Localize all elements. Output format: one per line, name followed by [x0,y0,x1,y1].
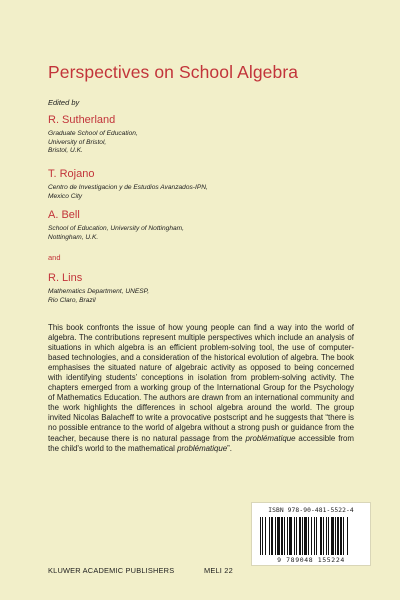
affiliation-line: Nottingham, U.K. [48,233,99,241]
series-label: MELI 22 [204,566,233,575]
affiliation-line: University of Bristol, [48,138,107,146]
editor-block [48,209,184,242]
editor-name: R. Lins [48,272,83,284]
description-italic: problématique [177,443,228,453]
editor-affiliation [48,130,138,156]
barcode-digits: 9 789048 155224 [277,556,345,564]
publisher-name: KLUWER ACADEMIC PUBLISHERS [48,566,175,575]
and-separator: and [48,253,61,262]
affiliation-line: Mathematics Department, UNESP, [48,288,150,295]
isbn-number: ISBN 978-90-481-5522-4 [268,507,354,514]
editor-affiliation [48,288,149,305]
book-title: Perspectives on School Algebra [48,62,299,82]
affiliation-line: Rio Claro, Brazil [48,296,96,304]
barcode-icon [260,517,362,555]
editor-affiliation [48,184,208,201]
affiliation-line: School of Education, University of Nottingham, [48,225,184,232]
editor-affiliation [48,225,184,242]
editor-name: A. Bell [48,209,80,221]
affiliation-line: Mexico City [48,192,83,200]
editor-name: R. Sutherland [48,114,116,126]
description-text: accessible from the child's world to the mathematical [48,433,354,453]
description-text: This book confronts the issue of how young people can find a way into the world of algebra. The contributions represent multiple perspectives which include an analysis of situations in which algebra is an efficient problem-solving tool, the use of computer-based technologies, and a consideration of the historical evolution of algebra. The book emphasises the situated nature of algebraic activity as opposed to being concerned with identifying students’ conceptions in isolation from problem-solving activity. The chapters emerged from a working group of the International Group for the Psychology of Mathematics Education. The authors are drawn from an international community and the work highlights the differences in school algebra around the world. The group invited Nicolas Balacheff to write a provocative postscript and he suggests that “there is no possible entrance to the world of algebra without a strong push or guidance from the teacher, because there is no natural passage from the [48,323,354,443]
edited-by-label: Edited by [48,98,80,107]
editor-block [48,168,208,201]
editor-block [48,272,149,305]
description-italic: problématique [245,433,296,443]
isbn-barcode-box [251,502,371,566]
affiliation-line: Bristol, U.K. [48,147,83,155]
affiliation-line: Graduate School of Education, [48,130,138,137]
description-text: ”. [227,443,232,453]
affiliation-line: Centro de Investigacion y de Estudios Avanzados-IPN, [48,184,208,191]
book-description [48,323,354,454]
editor-name: T. Rojano [48,168,95,180]
editor-block [48,114,138,156]
